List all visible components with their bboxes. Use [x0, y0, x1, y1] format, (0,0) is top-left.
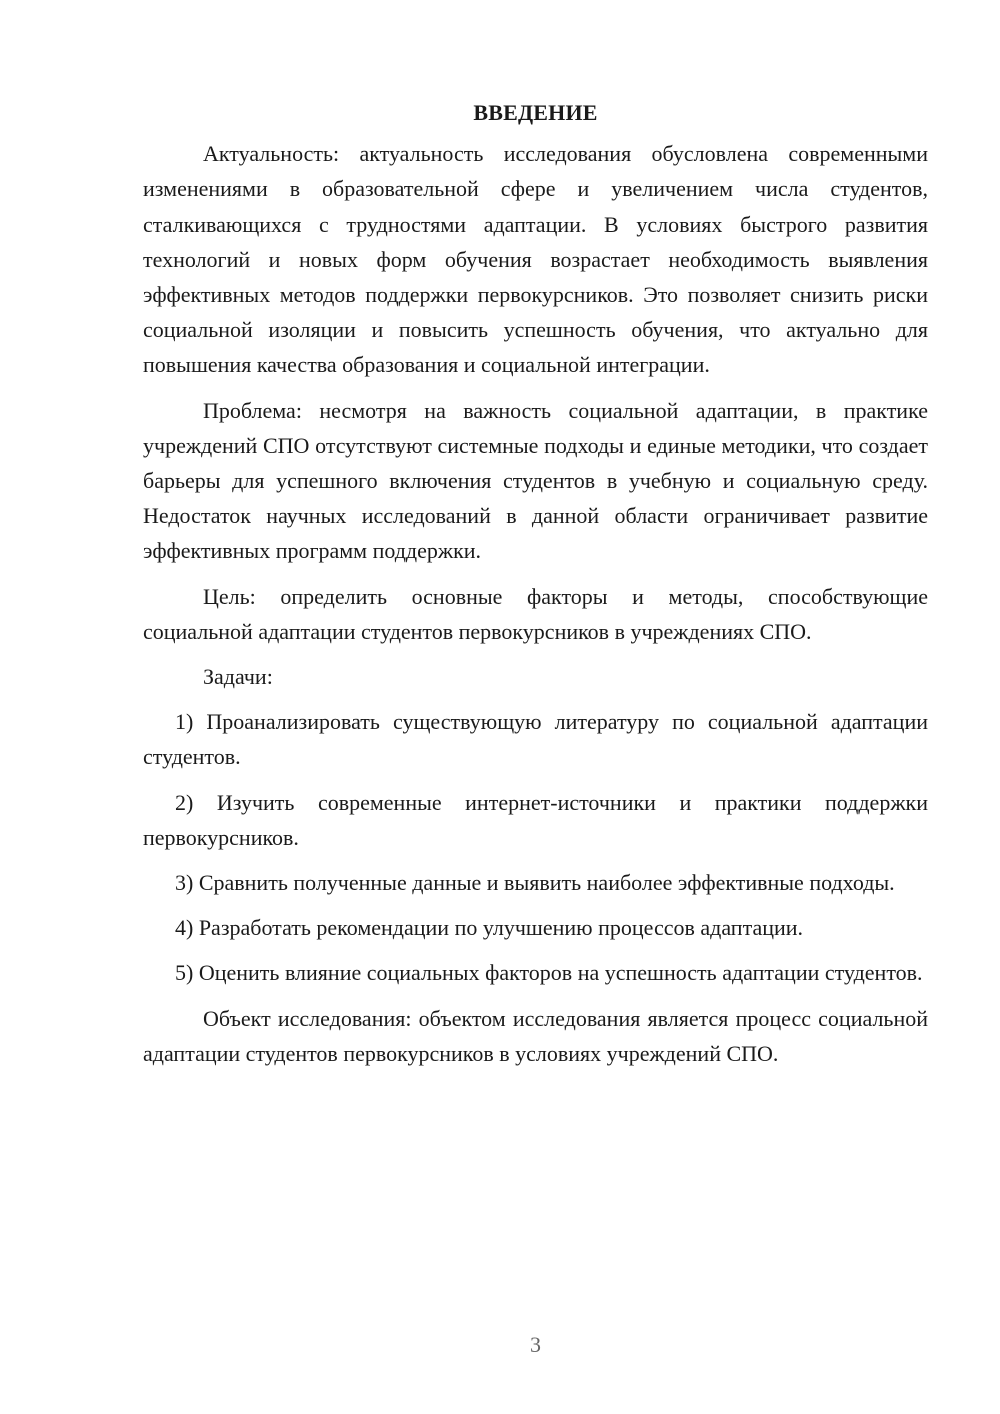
object-paragraph: Объект исследования: объектом исследования является процесс социальной адаптации студентов первокурсников в условиях учреждений СПО. [143, 1005, 928, 1066]
page-number: 3 [530, 1332, 541, 1357]
problem-paragraph: Проблема: несмотря на важность социальной адаптации, в практике учреждений СПО отсутствуют системные подходы и единые методики, что создает барьеры для успешного включения студентов в учебную и социальную среду. Недостаток научных исследований в данной области ограничивает развитие эффективных программ поддержки. [143, 397, 928, 564]
task-item: 4) Разработать рекомендации по улучшению процессов адаптации. [175, 915, 804, 941]
tasks-heading: Задачи: [203, 664, 273, 690]
relevance-paragraph: Актуальность: актуальность исследования обусловлена современными изменениями в образовательной сфере и увеличением числа студентов, сталкивающихся с трудностями адаптации. В условиях быстрого развития технологий и новых форм обучения возрастает необходимость выявления эффективных методов поддержки первокурсников. Это позволяет снизить риски социальной изоляции и повысить успешность обучения, что актуально для повышения качества образования и социальной интеграции. [143, 141, 928, 378]
section-title: ВВЕДЕНИЕ [473, 100, 598, 125]
task-item: 1) Проанализировать существующую литературу по социальной адаптации студентов. [143, 709, 928, 770]
task-item: 2) Изучить современные интернет-источники и практики поддержки первокурсников. [143, 789, 928, 850]
goal-paragraph: Цель: определить основные факторы и методы, способствующие социальной адаптации студентов первокурсников в учреждениях СПО. [143, 583, 928, 644]
task-item: 3) Сравнить полученные данные и выявить наиболее эффективные подходы. [175, 870, 895, 896]
page-content [143, 95, 928, 1081]
task-item: 5) Оценить влияние социальных факторов на успешность адаптации студентов. [175, 960, 923, 986]
